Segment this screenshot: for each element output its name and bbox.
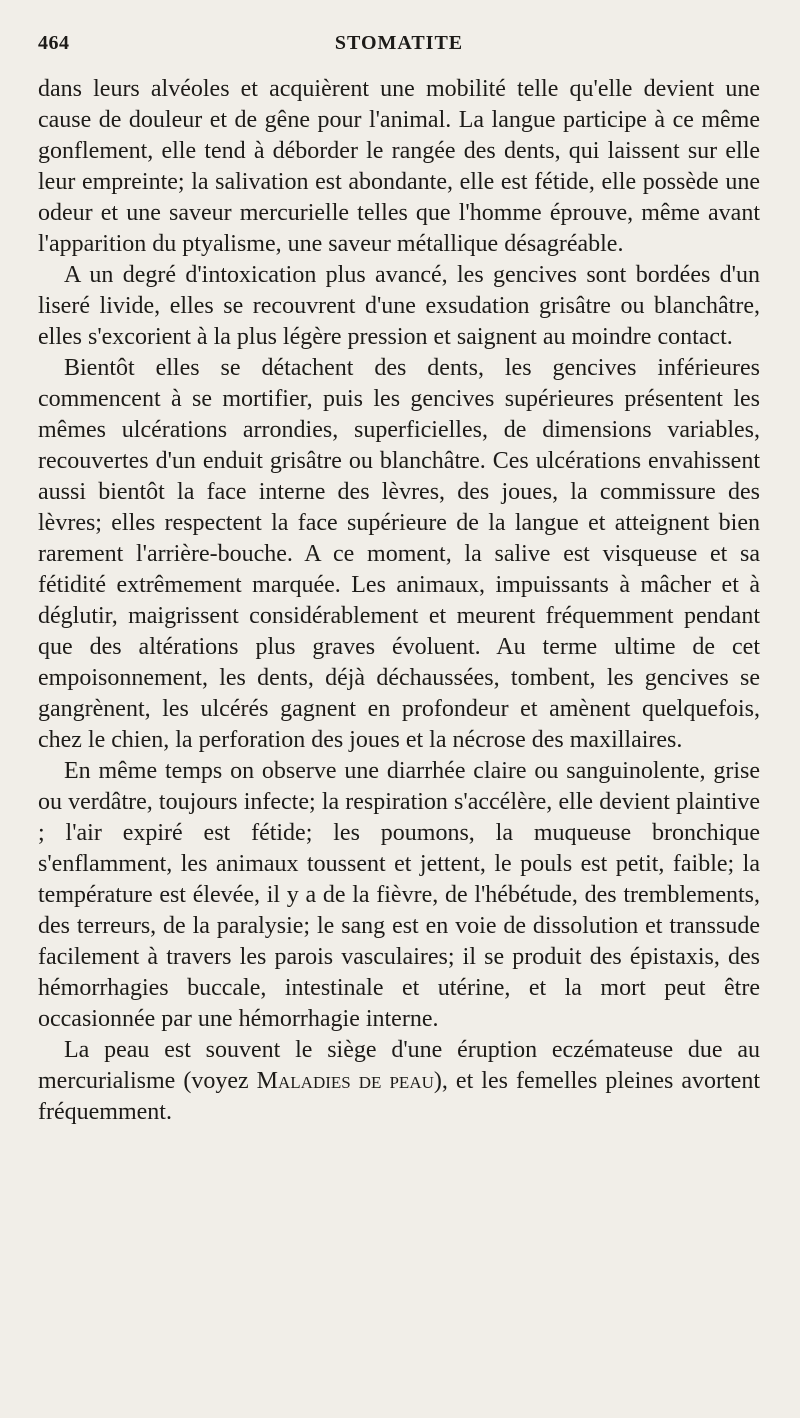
page-header — [38, 0, 760, 74]
body-text — [38, 74, 760, 1128]
paragraph-2: A un degré d'intoxication plus avancé, les gencives sont bordées d'un liseré livide, elles se recouvrent d'une exsudation grisâtre ou blanchâtre, elles s'excorient à la plus légère pression et saignent au moindre contact. — [38, 262, 760, 350]
cross-reference-small-caps: Maladies de peau — [256, 1068, 434, 1094]
paragraph-5-text-before: La peau est souvent le siège d'une éruption eczémateuse due au mercurialisme (voyez — [38, 1037, 760, 1094]
running-head: STOMATITE — [334, 32, 464, 54]
paragraph-4: En même temps on observe une diarrhée claire ou sanguinolente, grise ou verdâtre, toujours infecte; la respiration s'accélère, elle devient plaintive ; l'air expiré est fétide; les poumons, la muqueuse bronchique s'enflamment, les animaux toussent et jettent, le pouls est petit, faible; la température est élevée, il y a de la fièvre, de l'hébétude, des tremblements, des terreurs, de la paralysie; le sang est en voie de dissolution et transsude facilement à travers les parois vasculaires; il se produit des épistaxis, des hémorrhagies buccale, intestinale et utérine, et la mort peut être occasionnée par une hémorrhagie interne. — [38, 758, 760, 1032]
paragraph-3: Bientôt elles se détachent des dents, les gencives inférieures commencent à se mortifier, puis les gencives supérieures présentent les mêmes ulcérations arrondies, superficielles, de dimensions variables, recouvertes d'un enduit grisâtre ou blanchâtre. Ces ulcérations envahissent aussi bientôt la face interne des lèvres, des joues, la commissure des lèvres; elles respectent la face supérieure de la langue et atteignent bien rarement l'arrière-bouche. A ce moment, la salive est visqueuse et sa fétidité extrêmement marquée. Les animaux, impuissants à mâcher et à déglutir, maigrissent considérablement et meurent fréquemment pendant que des altérations plus graves évoluent. Au terme ultime de cet empoisonnement, les dents, déjà déchaussées, tombent, les gencives se gangrènent, les ulcérés gagnent en profondeur et amènent quelquefois, chez le chien, la perforation des joues et la nécrose des maxillaires. — [38, 355, 760, 753]
paragraph-1: dans leurs alvéoles et acquièrent une mobilité telle qu'elle devient une cause de douleur et de gêne pour l'animal. La langue participe à ce même gonflement, elle tend à déborder le rangée des dents, qui laissent sur elle leur empreinte; la salivation est abondante, elle est fétide, elle possède une odeur et une saveur mercurielle telles que l'homme éprouve, même avant l'apparition du ptyalisme, une saveur métallique désagréable. — [38, 76, 760, 257]
paragraph-5-text-after: ), et les femelles pleines avortent fréquemment. — [38, 1068, 760, 1125]
page-number: 464 — [38, 32, 70, 54]
paragraph-5 — [38, 1035, 760, 1128]
